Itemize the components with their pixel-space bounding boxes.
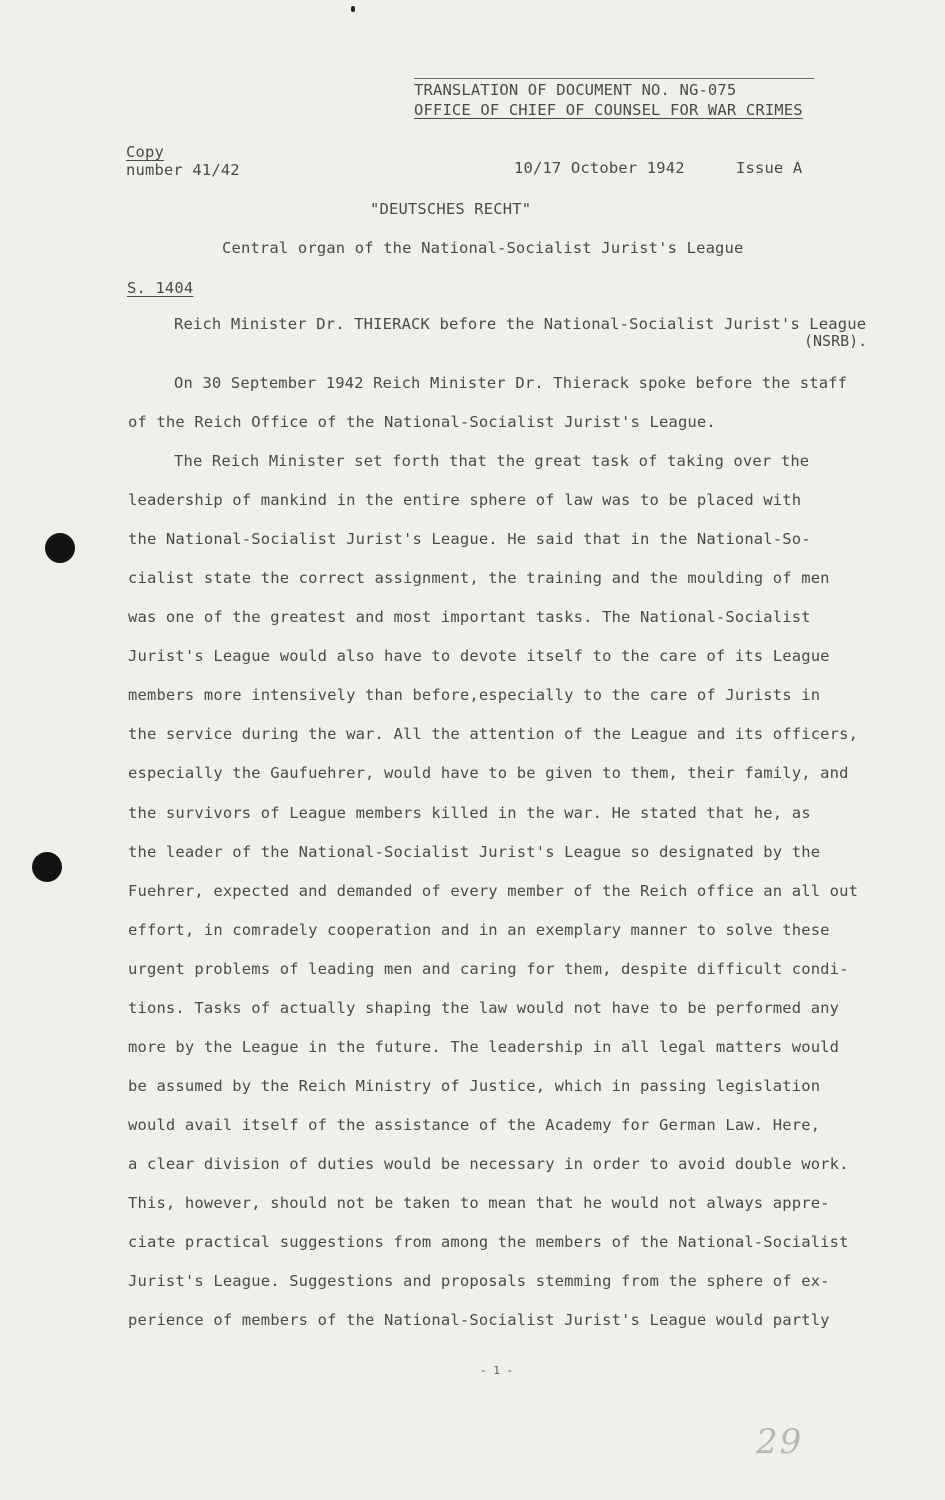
body-line: of the Reich Office of the National-Socialist Jurist's League.: [128, 413, 716, 431]
body-line: tions. Tasks of actually shaping the law would not have to be performed any: [128, 999, 840, 1017]
issue-label: Issue A: [736, 159, 803, 177]
body-line: ciate practical suggestions from among the members of the National-Socialist: [128, 1233, 849, 1251]
body-line: the survivors of League members killed in the war. He stated that he, as: [128, 804, 811, 822]
copy-label: Copy: [126, 143, 164, 161]
page-number-mark: - 1 -: [480, 1364, 514, 1377]
body-line: more by the League in the future. The leadership in all legal matters would: [128, 1038, 840, 1056]
header-line-2: OFFICE OF CHIEF OF COUNSEL FOR WAR CRIMES: [414, 101, 803, 119]
translation-header: [414, 78, 814, 119]
section-reference: S. 1404: [127, 279, 194, 297]
body-line: On 30 September 1942 Reich Minister Dr. Thierack spoke before the staff: [174, 374, 848, 392]
header-line-1: TRANSLATION OF DOCUMENT NO. NG-075: [414, 81, 737, 99]
copy-number: number 41/42: [126, 161, 240, 179]
publication-title: "DEUTSCHES RECHT": [370, 200, 532, 218]
body-line: Fuehrer, expected and demanded of every member of the Reich office an all out: [128, 882, 859, 900]
body-line: Jurist's League would also have to devote itself to the care of its League: [128, 647, 830, 665]
body-line: cialist state the correct assignment, the training and the moulding of men: [128, 569, 830, 587]
body-line: urgent problems of leading men and caring for them, despite difficult condi-: [128, 960, 849, 978]
body-line: a clear division of duties would be necessary in order to avoid double work.: [128, 1155, 849, 1173]
publication-subtitle: Central organ of the National-Socialist Jurist's League: [222, 239, 744, 257]
handwritten-folio-number: 29: [756, 1422, 804, 1462]
body-line: Jurist's League. Suggestions and proposals stemming from the sphere of ex-: [128, 1272, 830, 1290]
body-line: especially the Gaufuehrer, would have to be given to them, their family, and: [128, 764, 849, 782]
body-line: the National-Socialist Jurist's League. He said that in the National-So-: [128, 530, 811, 548]
body-line: the service during the war. All the attention of the League and its officers,: [128, 725, 859, 743]
body-line: would avail itself of the assistance of the Academy for German Law. Here,: [128, 1116, 821, 1134]
article-heading-abbreviation: (NSRB).: [804, 332, 868, 350]
body-line: The Reich Minister set forth that the great task of taking over the: [174, 452, 810, 470]
body-line: perience of members of the National-Socialist Jurist's League would partly: [128, 1311, 830, 1329]
body-line: leadership of mankind in the entire sphere of law was to be placed with: [128, 491, 802, 509]
body-line: This, however, should not be taken to mean that he would not always appre-: [128, 1194, 830, 1212]
ink-speck: [351, 6, 355, 12]
body-line: was one of the greatest and most important tasks. The National-Socialist: [128, 608, 811, 626]
body-line: be assumed by the Reich Ministry of Justice, which in passing legislation: [128, 1077, 821, 1095]
issue-date: 10/17 October 1942: [514, 159, 685, 177]
body-line: effort, in comradely cooperation and in an exemplary manner to solve these: [128, 921, 830, 939]
punch-hole: [45, 533, 75, 563]
body-line: members more intensively than before,especially to the care of Jurists in: [128, 686, 821, 704]
punch-hole: [32, 852, 62, 882]
body-line: the leader of the National-Socialist Jurist's League so designated by the: [128, 843, 821, 861]
article-heading: Reich Minister Dr. THIERACK before the National-Socialist Jurist's League: [174, 315, 867, 333]
